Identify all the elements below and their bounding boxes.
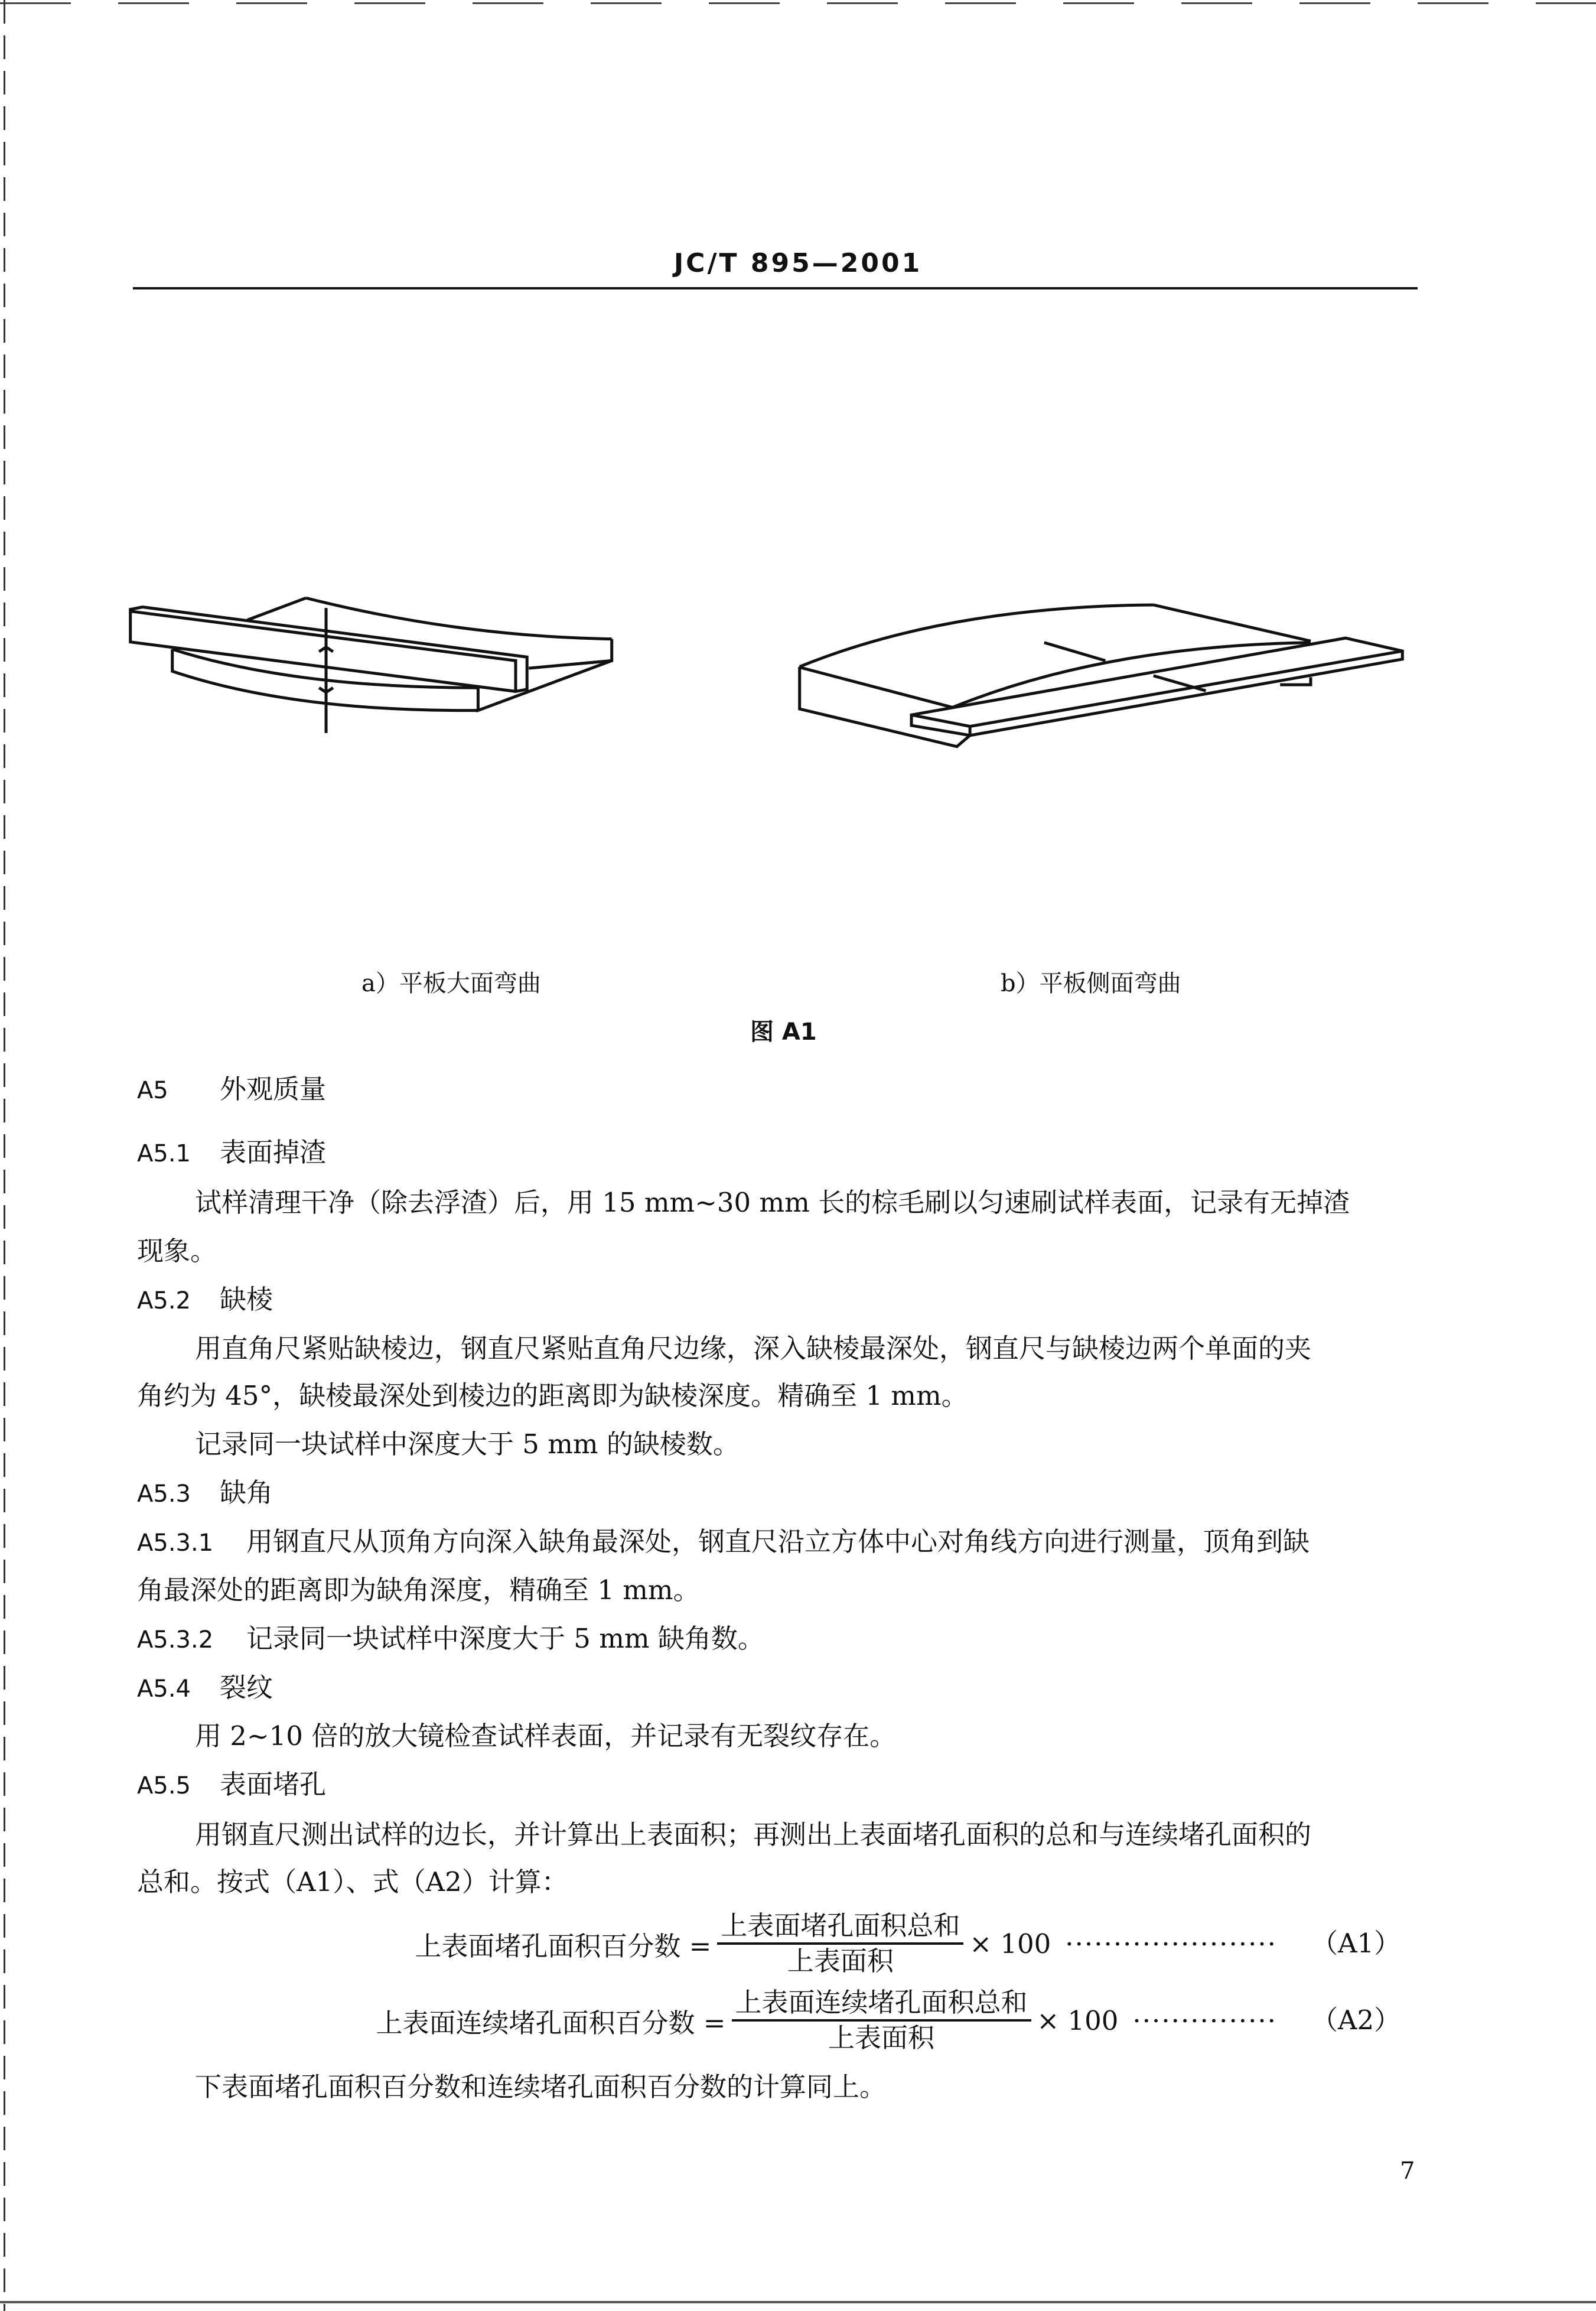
document-header: JC/T 895—2001 [673,248,923,278]
figure-title: 图 A1 [750,1018,817,1046]
paragraph-line: 用钢直尺从顶角方向深入缺角最深处，钢直尺沿立方体中心对角线方向进行测量，顶角到缺 [246,1526,1310,1557]
figure-b-side-face-bending [118,561,1477,1034]
section-a5-3-heading [137,1475,273,1512]
section-number: A5.3 [137,1480,191,1508]
paragraph-line: 用钢直尺测出试样的边长，并计算出上表面积；再测出上表面堵孔面积的总和与连续堵孔面积的 [195,1819,1312,1850]
paragraph-line: 下表面堵孔面积百分数和连续堵孔面积百分数的计算同上。 [195,2071,887,2102]
figure-caption-a: a）平板大面弯曲 [361,970,541,997]
section-a5-3-1 [137,1524,1310,1561]
fraction-denominator: 上表面积 [787,1945,894,1977]
section-number: A5.3.1 [137,1529,214,1557]
formula-factor: × 100 [1037,2004,1119,2036]
formula-label-a1: （A1） [1311,1928,1401,1959]
section-a5-1-heading [137,1135,326,1171]
section-number: A5.1 [137,1140,191,1167]
formula-lhs: 上表面连续堵孔面积百分数 = [376,2007,726,2039]
leader-dots: ······················ [1065,1928,1277,1960]
formula-factor: × 100 [969,1928,1051,1960]
fraction-denominator: 上表面积 [828,2022,935,2053]
formula-label-a2: （A2） [1311,2004,1401,2036]
fraction [732,1986,1031,2055]
section-title: 缺角 [220,1477,273,1508]
header-rule [133,287,1418,289]
section-number: A5.3.2 [137,1626,214,1653]
paragraph-line: 记录同一块试样中深度大于 5 mm 的缺棱数。 [195,1428,740,1460]
figure-caption-b: b）平板侧面弯曲 [1001,970,1181,997]
fraction-numerator: 上表面连续堵孔面积总和 [732,1986,1031,2022]
paragraph-line: 角约为 45°，缺棱最深处到棱边的距离即为缺棱深度。精确至 1 mm。 [137,1380,968,1411]
scan-border-bottom [0,2301,1596,2303]
paragraph-line: 记录同一块试样中深度大于 5 mm 缺角数。 [246,1623,764,1654]
fraction [717,1909,963,1978]
section-title: 表面掉渣 [220,1137,327,1168]
fraction-numerator: 上表面堵孔面积总和 [717,1909,963,1945]
section-title: 表面堵孔 [220,1769,327,1800]
formula-a2 [376,1986,1277,2055]
paragraph-line: 角最深处的距离即为缺角深度，精确至 1 mm。 [137,1574,700,1606]
section-a5-5-heading [137,1767,326,1804]
paragraph-line: 现象。 [137,1235,217,1267]
section-title: 缺棱 [220,1284,273,1315]
section-a5-heading [137,1072,326,1108]
page-number: 7 [1400,2157,1415,2185]
formula-lhs: 上表面堵孔面积百分数 = [415,1930,712,1962]
section-a5-3-2 [137,1621,764,1658]
scan-border-left [4,0,5,2311]
section-title: 外观质量 [220,1073,327,1105]
paragraph-line: 试样清理干净（除去浮渣）后，用 15 mm~30 mm 长的棕毛刷以匀速刷试样表面，记录有无掉渣 [195,1187,1350,1218]
section-a5-2-heading [137,1282,273,1319]
scan-border-top [0,2,1596,4]
paragraph-line: 用直角尺紧贴缺棱边，钢直尺紧贴直角尺边缘，深入缺棱最深处，钢直尺与缺棱边两个单面的夹 [195,1333,1312,1364]
section-number: A5 [137,1077,168,1104]
paragraph-line: 总和。按式（A1）、式（A2）计算： [137,1866,568,1897]
leader-dots: ··············· [1132,2004,1277,2036]
formula-a1 [415,1909,1277,1978]
section-number: A5.4 [137,1675,191,1703]
section-a5-4-heading [137,1670,273,1707]
section-number: A5.2 [137,1287,191,1314]
section-number: A5.5 [137,1772,191,1799]
paragraph-line: 用 2~10 倍的放大镜检查试样表面，并记录有无裂纹存在。 [195,1720,897,1752]
section-title: 裂纹 [220,1672,273,1703]
